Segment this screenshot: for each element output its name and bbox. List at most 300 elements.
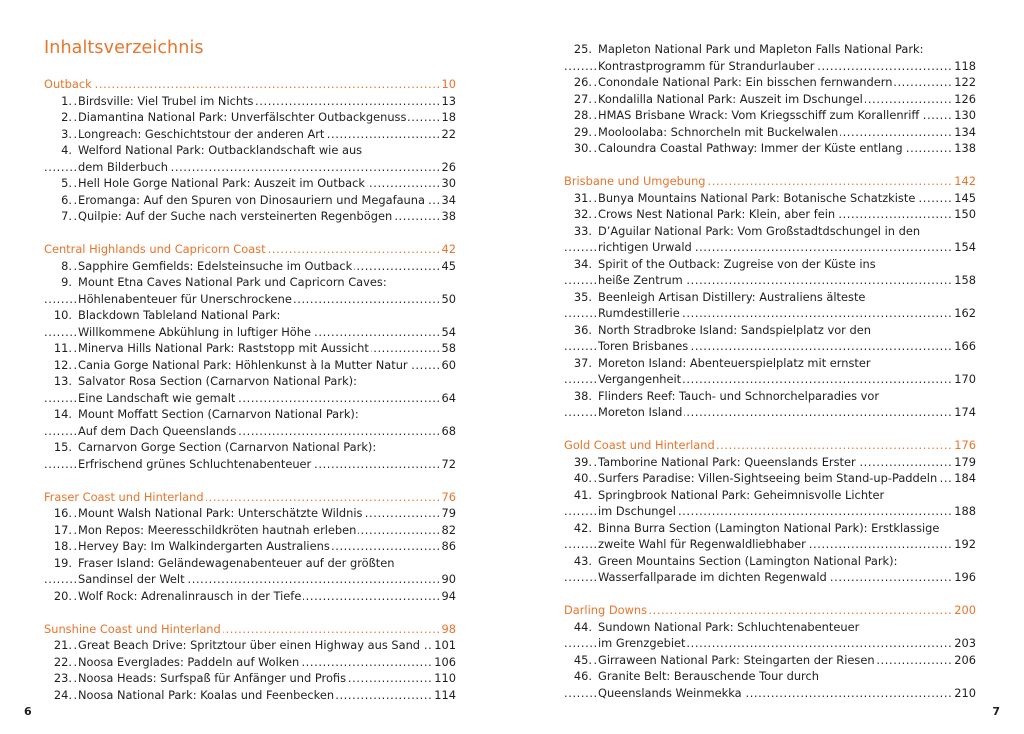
entry-line bbox=[44, 505, 456, 522]
entry-title: Flinders Reef: Tauch- und Schnorchelparadies vor bbox=[598, 388, 880, 403]
toc-entry bbox=[44, 307, 456, 340]
entry-line bbox=[44, 538, 456, 555]
entry-line bbox=[44, 406, 456, 423]
entry-number: 11. bbox=[44, 340, 72, 357]
entry-page: 192 bbox=[954, 537, 976, 551]
toc-section bbox=[564, 157, 976, 421]
entry-line bbox=[564, 569, 976, 586]
entry-line bbox=[564, 107, 976, 124]
entry-page: 134 bbox=[954, 124, 976, 139]
toc-left-column bbox=[44, 38, 456, 703]
entry-page: 54 bbox=[441, 324, 456, 339]
entry-title: Toren Brisbanes bbox=[598, 339, 689, 353]
entry-page: 206 bbox=[954, 652, 976, 667]
toc-entry bbox=[564, 107, 976, 124]
toc-entry bbox=[44, 654, 456, 671]
entry-page: 118 bbox=[954, 58, 976, 73]
entry-title: Mooloolaba: Schnorcheln mit Buckelwalen bbox=[598, 124, 839, 139]
entry-title: Salvator Rosa Section (Carnarvon National Park): bbox=[78, 374, 357, 388]
toc-section bbox=[44, 76, 456, 225]
entry-title: Sapphire Gemfields: Edelsteinsuche im Outback bbox=[78, 258, 353, 273]
entry-line bbox=[564, 668, 976, 685]
toc-entry bbox=[44, 258, 456, 275]
entry-number: 26. bbox=[564, 74, 592, 91]
toc-entry bbox=[564, 256, 976, 289]
entry-line bbox=[564, 91, 976, 108]
entry-number: 46. bbox=[564, 668, 592, 685]
entry-line bbox=[44, 324, 456, 341]
entry-title: Granite Belt: Berauschende Tour durch bbox=[598, 669, 819, 683]
entry-line bbox=[44, 654, 456, 671]
entry-line bbox=[564, 272, 976, 289]
toc-entry bbox=[44, 208, 456, 225]
section-title: Outback bbox=[44, 77, 92, 91]
toc-entry bbox=[44, 142, 456, 175]
entry-page: 154 bbox=[954, 240, 976, 254]
section-spacer bbox=[44, 225, 456, 242]
entry-number: 30. bbox=[564, 140, 592, 157]
section-title: Darling Downs bbox=[564, 603, 648, 617]
entry-number: 41. bbox=[564, 487, 592, 504]
entry-page: 26 bbox=[441, 159, 456, 174]
entry-title: Caloundra Coastal Pathway: Immer der Küste entlang bbox=[598, 141, 903, 155]
entry-title: zweite Wahl für Regenwaldliebhaber bbox=[598, 537, 806, 551]
section-spacer bbox=[564, 586, 976, 603]
entry-title: Welford National Park: Outbacklandschaft wie aus bbox=[78, 143, 363, 157]
toc-entry bbox=[44, 505, 456, 522]
toc-entry bbox=[564, 388, 976, 421]
entry-page: 58 bbox=[441, 341, 456, 355]
entry-title: richtigen Urwald bbox=[598, 240, 692, 254]
entry-number: 1. bbox=[44, 93, 72, 110]
entry-title: Höhlenabenteuer für Unerschrockene bbox=[78, 291, 292, 306]
entry-title: Auf dem Dach Queenslands bbox=[78, 423, 237, 438]
entry-title: Cania Gorge National Park: Höhlenkunst à la Mutter Natur bbox=[78, 357, 408, 372]
toc-entry bbox=[44, 126, 456, 143]
entry-title: Binna Burra Section (Lamington National Park): Erstklassige bbox=[598, 520, 940, 535]
section-title: Central Highlands und Capricorn Coast bbox=[44, 242, 266, 256]
entry-line bbox=[564, 239, 976, 256]
entry-page: 101 bbox=[434, 638, 456, 652]
entry-number: 17. bbox=[44, 522, 72, 539]
toc-entry bbox=[44, 175, 456, 192]
entry-page: 170 bbox=[954, 372, 976, 386]
entry-title: Queenslands Weinmekka bbox=[598, 685, 742, 700]
entry-title: Blackdown Tableland National Park: bbox=[78, 308, 281, 322]
entry-line bbox=[564, 74, 976, 91]
entry-page: 94 bbox=[441, 588, 456, 603]
entry-number: 45. bbox=[564, 652, 592, 669]
entry-page: 184 bbox=[954, 471, 976, 485]
entry-title: Eine Landschaft wie gemalt bbox=[78, 390, 236, 405]
entry-number: 14. bbox=[44, 406, 72, 423]
entry-number: 23. bbox=[44, 670, 72, 687]
entry-number: 39. bbox=[564, 454, 592, 471]
toc-entry bbox=[44, 687, 456, 704]
section-page: 200 bbox=[954, 603, 976, 617]
toc-heading: Inhaltsverzeichnis bbox=[44, 38, 204, 58]
toc-section bbox=[44, 225, 456, 473]
entry-page: 122 bbox=[954, 75, 976, 89]
entry-line bbox=[564, 652, 976, 669]
entry-line bbox=[564, 124, 976, 141]
toc-entry bbox=[564, 652, 976, 669]
entry-title: Mon Repos: Meeresschildkröten hautnah erleben bbox=[78, 522, 357, 537]
entry-number: 3. bbox=[44, 126, 72, 143]
entry-line bbox=[44, 175, 456, 192]
section-heading bbox=[44, 621, 456, 638]
section-page: 98 bbox=[441, 621, 456, 636]
entry-line bbox=[564, 487, 976, 504]
entry-line bbox=[44, 291, 456, 308]
entry-line bbox=[44, 571, 456, 588]
entry-page: 166 bbox=[954, 339, 976, 353]
entry-page: 110 bbox=[434, 671, 456, 685]
entry-page: 13 bbox=[441, 93, 456, 108]
entry-line bbox=[44, 670, 456, 687]
entry-title: Fraser Island: Geländewagenabenteuer auf der größten bbox=[78, 555, 395, 570]
entry-line bbox=[44, 142, 456, 159]
entry-line bbox=[44, 555, 456, 572]
section-title: Sunshine Coast und Hinterland bbox=[44, 621, 221, 636]
entry-title: Surfers Paradise: Villen-Sightseeing beim Stand-up-Paddeln bbox=[598, 471, 938, 485]
entry-title: Bunya Mountains National Park: Botanische Schatzkiste bbox=[598, 190, 916, 205]
toc-entry bbox=[44, 522, 456, 539]
toc-entry bbox=[564, 619, 976, 652]
entry-number: 8. bbox=[44, 258, 72, 275]
toc-entry bbox=[564, 140, 976, 157]
entry-title: Wasserfallparade im dichten Regenwald bbox=[598, 570, 827, 584]
toc-entry bbox=[44, 588, 456, 605]
entry-title: Mount Moffatt Section (Carnarvon National Park): bbox=[78, 407, 359, 421]
entry-page: 45 bbox=[441, 258, 456, 273]
entry-number: 31. bbox=[564, 190, 592, 207]
toc-entry bbox=[564, 91, 976, 108]
entry-line bbox=[564, 223, 976, 240]
entry-title: Carnarvon Gorge Section (Carnarvon National Park): bbox=[78, 440, 377, 454]
section-title: Gold Coast und Hinterland bbox=[564, 438, 715, 452]
entry-page: 34 bbox=[441, 192, 456, 207]
toc-entry bbox=[564, 470, 976, 487]
entry-number: 9. bbox=[44, 274, 72, 291]
toc-entry bbox=[564, 553, 976, 586]
section-spacer bbox=[44, 604, 456, 621]
entry-page: 158 bbox=[954, 273, 976, 287]
section-spacer bbox=[44, 472, 456, 489]
entry-title: Vergangenheit bbox=[598, 372, 682, 386]
entry-page: 174 bbox=[954, 405, 976, 419]
section-page: 76 bbox=[441, 489, 456, 504]
toc-entry bbox=[564, 223, 976, 256]
entry-number: 37. bbox=[564, 355, 592, 372]
entry-title: Springbrook National Park: Geheimnisvolle Lichter bbox=[598, 487, 885, 502]
entry-line bbox=[564, 190, 976, 207]
entry-number: 19. bbox=[44, 555, 72, 572]
entry-line bbox=[44, 126, 456, 143]
entry-line bbox=[564, 140, 976, 157]
entry-page: 114 bbox=[434, 687, 456, 702]
entry-number: 32. bbox=[564, 206, 592, 223]
toc-entry bbox=[44, 555, 456, 588]
entry-page: 72 bbox=[441, 456, 456, 471]
entry-number: 22. bbox=[44, 654, 72, 671]
entry-title: Rumdestillerie bbox=[598, 306, 680, 320]
toc-right-column bbox=[564, 41, 976, 701]
toc-section bbox=[44, 472, 456, 604]
toc-entry bbox=[44, 439, 456, 472]
toc-entry bbox=[564, 520, 976, 553]
entry-title: Conondale National Park: Ein bisschen fernwandern bbox=[598, 75, 893, 89]
entry-number: 7. bbox=[44, 208, 72, 225]
entry-number: 33. bbox=[564, 223, 592, 240]
entry-title: Quilpie: Auf der Suche nach versteinerten Regenbögen bbox=[78, 209, 393, 223]
entry-title: Hell Hole Gorge National Park: Auszeit im Outback bbox=[78, 176, 365, 190]
toc-entry bbox=[564, 124, 976, 141]
entry-page: 145 bbox=[954, 190, 976, 205]
toc-entry bbox=[44, 340, 456, 357]
entry-number: 29. bbox=[564, 124, 592, 141]
toc-entry bbox=[44, 406, 456, 439]
entry-page: 150 bbox=[954, 207, 976, 221]
entry-line bbox=[44, 274, 456, 291]
section-title: Fraser Coast und Hinterland bbox=[44, 489, 204, 504]
entry-line bbox=[44, 439, 456, 456]
entry-number: 13. bbox=[44, 373, 72, 390]
entry-line bbox=[44, 588, 456, 605]
section-heading bbox=[564, 437, 976, 454]
dot-leader bbox=[44, 76, 456, 93]
section-spacer bbox=[564, 421, 976, 438]
entry-number: 27. bbox=[564, 91, 592, 108]
entry-line bbox=[564, 289, 976, 306]
page-number-right: 7 bbox=[992, 705, 1000, 718]
entry-number: 44. bbox=[564, 619, 592, 636]
entry-title: Crows Nest National Park: Klein, aber fein bbox=[598, 207, 836, 221]
entry-page: 30 bbox=[441, 176, 456, 190]
toc-entry bbox=[564, 41, 976, 74]
entry-line bbox=[44, 307, 456, 324]
section-title: Brisbane und Umgebung bbox=[564, 174, 706, 188]
section-heading bbox=[564, 602, 976, 619]
toc-entry bbox=[564, 322, 976, 355]
section-heading bbox=[44, 489, 456, 506]
entry-number: 36. bbox=[564, 322, 592, 339]
entry-page: 64 bbox=[441, 390, 456, 405]
toc-entry bbox=[564, 74, 976, 91]
entry-page: 203 bbox=[954, 636, 976, 650]
entry-line bbox=[564, 41, 976, 58]
entry-line bbox=[44, 159, 456, 176]
section-heading bbox=[44, 241, 456, 258]
right-page bbox=[512, 0, 1024, 734]
entry-title: Mount Etna Caves National Park und Capricorn Caves: bbox=[78, 275, 387, 289]
entry-page: 18 bbox=[441, 110, 456, 124]
entry-title: Mapleton National Park und Mapleton Falls National Park: bbox=[598, 42, 924, 56]
entry-title: D’Aguilar National Park: Vom Großstadtdschungel in den bbox=[598, 223, 921, 238]
page-number-left: 6 bbox=[24, 705, 32, 718]
section-page: 42 bbox=[441, 242, 456, 256]
entry-title: Hervey Bay: Im Walkindergarten Australiens bbox=[78, 539, 330, 553]
section-page: 10 bbox=[441, 77, 456, 91]
entry-number: 20. bbox=[44, 588, 72, 605]
entry-title: im Dschungel bbox=[598, 504, 676, 518]
entry-title: Moreton Island: Abenteuerspielplatz mit ernster bbox=[598, 355, 871, 370]
entry-line bbox=[44, 192, 456, 209]
entry-number: 12. bbox=[44, 357, 72, 374]
section-page: 176 bbox=[954, 438, 976, 452]
entry-line bbox=[564, 470, 976, 487]
entry-title: Erfrischend grünes Schluchtenabenteuer bbox=[78, 456, 312, 471]
toc-entry bbox=[44, 274, 456, 307]
entry-title: North Stradbroke Island: Sandspielplatz vor den bbox=[598, 322, 871, 337]
entry-title: Willkommene Abkühlung in luftiger Höhe bbox=[78, 324, 312, 339]
entry-title: Sandinsel der Welt bbox=[78, 572, 185, 586]
toc-entry bbox=[564, 487, 976, 520]
entry-number: 5. bbox=[44, 175, 72, 192]
entry-page: 188 bbox=[954, 504, 976, 518]
toc-entry bbox=[44, 192, 456, 209]
entry-line bbox=[564, 503, 976, 520]
entry-page: 68 bbox=[441, 423, 456, 438]
entry-number: 16. bbox=[44, 505, 72, 522]
entry-page: 82 bbox=[441, 522, 456, 537]
toc-entry bbox=[44, 357, 456, 374]
entry-title: Noosa Everglades: Paddeln auf Wolken bbox=[78, 654, 300, 669]
entry-number: 40. bbox=[564, 470, 592, 487]
section-spacer bbox=[564, 157, 976, 174]
entry-number: 25. bbox=[564, 41, 592, 58]
entry-title: heiße Zentrum bbox=[598, 273, 683, 287]
toc-entry bbox=[564, 289, 976, 322]
entry-line bbox=[44, 357, 456, 374]
entry-line bbox=[564, 256, 976, 273]
entry-page: 79 bbox=[441, 506, 456, 520]
toc-section bbox=[564, 421, 976, 586]
entry-title: Spirit of the Outback: Zugreise von der Küste ins bbox=[598, 256, 876, 271]
entry-title: Mount Walsh National Park: Unterschätzte Wildnis bbox=[78, 506, 363, 520]
entry-line bbox=[44, 522, 456, 539]
entry-title: Sundown National Park: Schluchtenabenteuer bbox=[598, 619, 860, 634]
entry-title: Noosa Heads: Surfspaß für Anfänger und Profis bbox=[78, 671, 347, 685]
entry-number: 18. bbox=[44, 538, 72, 555]
entry-line bbox=[44, 109, 456, 126]
entry-title: HMAS Brisbane Wrack: Vom Kriegsschiff zum Korallenriff bbox=[598, 108, 920, 122]
entry-line bbox=[564, 355, 976, 372]
entry-page: 138 bbox=[954, 141, 976, 155]
entry-number: 38. bbox=[564, 388, 592, 405]
entry-number: 42. bbox=[564, 520, 592, 537]
entry-title: Eromanga: Auf den Spuren von Dinosauriern und Megafauna bbox=[78, 192, 425, 207]
entry-line bbox=[44, 258, 456, 275]
toc-entry bbox=[44, 670, 456, 687]
toc-section bbox=[564, 586, 976, 702]
entry-number: 10. bbox=[44, 307, 72, 324]
entry-line bbox=[44, 340, 456, 357]
entry-line bbox=[564, 685, 976, 702]
section-page: 142 bbox=[954, 174, 976, 188]
entry-title: Moreton Island bbox=[598, 405, 683, 419]
entry-page: 162 bbox=[954, 306, 976, 320]
toc-entry bbox=[44, 373, 456, 406]
entry-line bbox=[44, 456, 456, 473]
entry-line bbox=[564, 536, 976, 553]
entry-title: Tamborine National Park: Queenslands Erster bbox=[598, 454, 856, 469]
entry-page: 210 bbox=[954, 685, 976, 700]
entry-line bbox=[564, 388, 976, 405]
entry-number: 4. bbox=[44, 142, 72, 159]
entry-title: dem Bilderbuch bbox=[78, 159, 168, 174]
entry-number: 28. bbox=[564, 107, 592, 124]
entry-page: 38 bbox=[441, 209, 456, 223]
toc-entry bbox=[44, 637, 456, 654]
entry-page: 60 bbox=[441, 357, 456, 372]
entry-number: 21. bbox=[44, 637, 72, 654]
toc-section bbox=[44, 604, 456, 703]
entry-number: 35. bbox=[564, 289, 592, 306]
toc-entry bbox=[44, 538, 456, 555]
entry-page: 50 bbox=[441, 291, 456, 306]
entry-line bbox=[564, 305, 976, 322]
entry-title: Kontrastprogramm für Strandurlauber bbox=[598, 58, 815, 73]
entry-line bbox=[564, 371, 976, 388]
entry-title: Green Mountains Section (Lamington National Park): bbox=[598, 553, 898, 568]
entry-title: Diamantina National Park: Unverfälschter Outbackgenuss bbox=[78, 110, 407, 124]
entry-line bbox=[564, 635, 976, 652]
entry-title: Birdsville: Viel Trubel im Nichts bbox=[78, 93, 254, 108]
entry-number: 15. bbox=[44, 439, 72, 456]
toc-entry bbox=[44, 109, 456, 126]
entry-line bbox=[44, 637, 456, 654]
entry-number: 24. bbox=[44, 687, 72, 704]
toc-section bbox=[564, 41, 976, 157]
entry-title: Wolf Rock: Adrenalinrausch in der Tiefe bbox=[78, 588, 302, 603]
entry-line bbox=[564, 322, 976, 339]
entry-number: 43. bbox=[564, 553, 592, 570]
toc-entry bbox=[564, 454, 976, 471]
entry-page: 86 bbox=[441, 539, 456, 553]
entry-number: 34. bbox=[564, 256, 592, 273]
entry-title: Beenleigh Artisan Distillery: Australiens älteste bbox=[598, 289, 866, 304]
entry-line bbox=[564, 454, 976, 471]
entry-title: Minerva Hills National Park: Raststopp mit Aussicht bbox=[78, 341, 369, 355]
section-heading bbox=[44, 76, 456, 93]
entry-line bbox=[44, 423, 456, 440]
entry-page: 90 bbox=[441, 572, 456, 586]
entry-page: 130 bbox=[954, 108, 976, 122]
entry-page: 196 bbox=[954, 570, 976, 584]
entry-number: 6. bbox=[44, 192, 72, 209]
entry-title: Longreach: Geschichtstour der anderen Art bbox=[78, 126, 325, 141]
toc-entry bbox=[564, 668, 976, 701]
entry-number: 2. bbox=[44, 109, 72, 126]
entry-page: 179 bbox=[954, 454, 976, 469]
toc-entry bbox=[564, 355, 976, 388]
entry-line bbox=[44, 208, 456, 225]
entry-page: 106 bbox=[434, 654, 456, 669]
section-heading bbox=[564, 173, 976, 190]
toc-entry bbox=[44, 93, 456, 110]
entry-title: Noosa National Park: Koalas und Feenbecken bbox=[78, 687, 335, 702]
entry-line bbox=[564, 404, 976, 421]
toc-entry bbox=[564, 190, 976, 207]
toc-entry bbox=[564, 206, 976, 223]
entry-title: Great Beach Drive: Spritztour über einen Highway aus Sand bbox=[78, 638, 421, 652]
entry-line bbox=[44, 687, 456, 704]
entry-line bbox=[564, 520, 976, 537]
entry-line bbox=[564, 338, 976, 355]
entry-line bbox=[44, 93, 456, 110]
entry-title: im Grenzgebiet bbox=[598, 636, 686, 650]
